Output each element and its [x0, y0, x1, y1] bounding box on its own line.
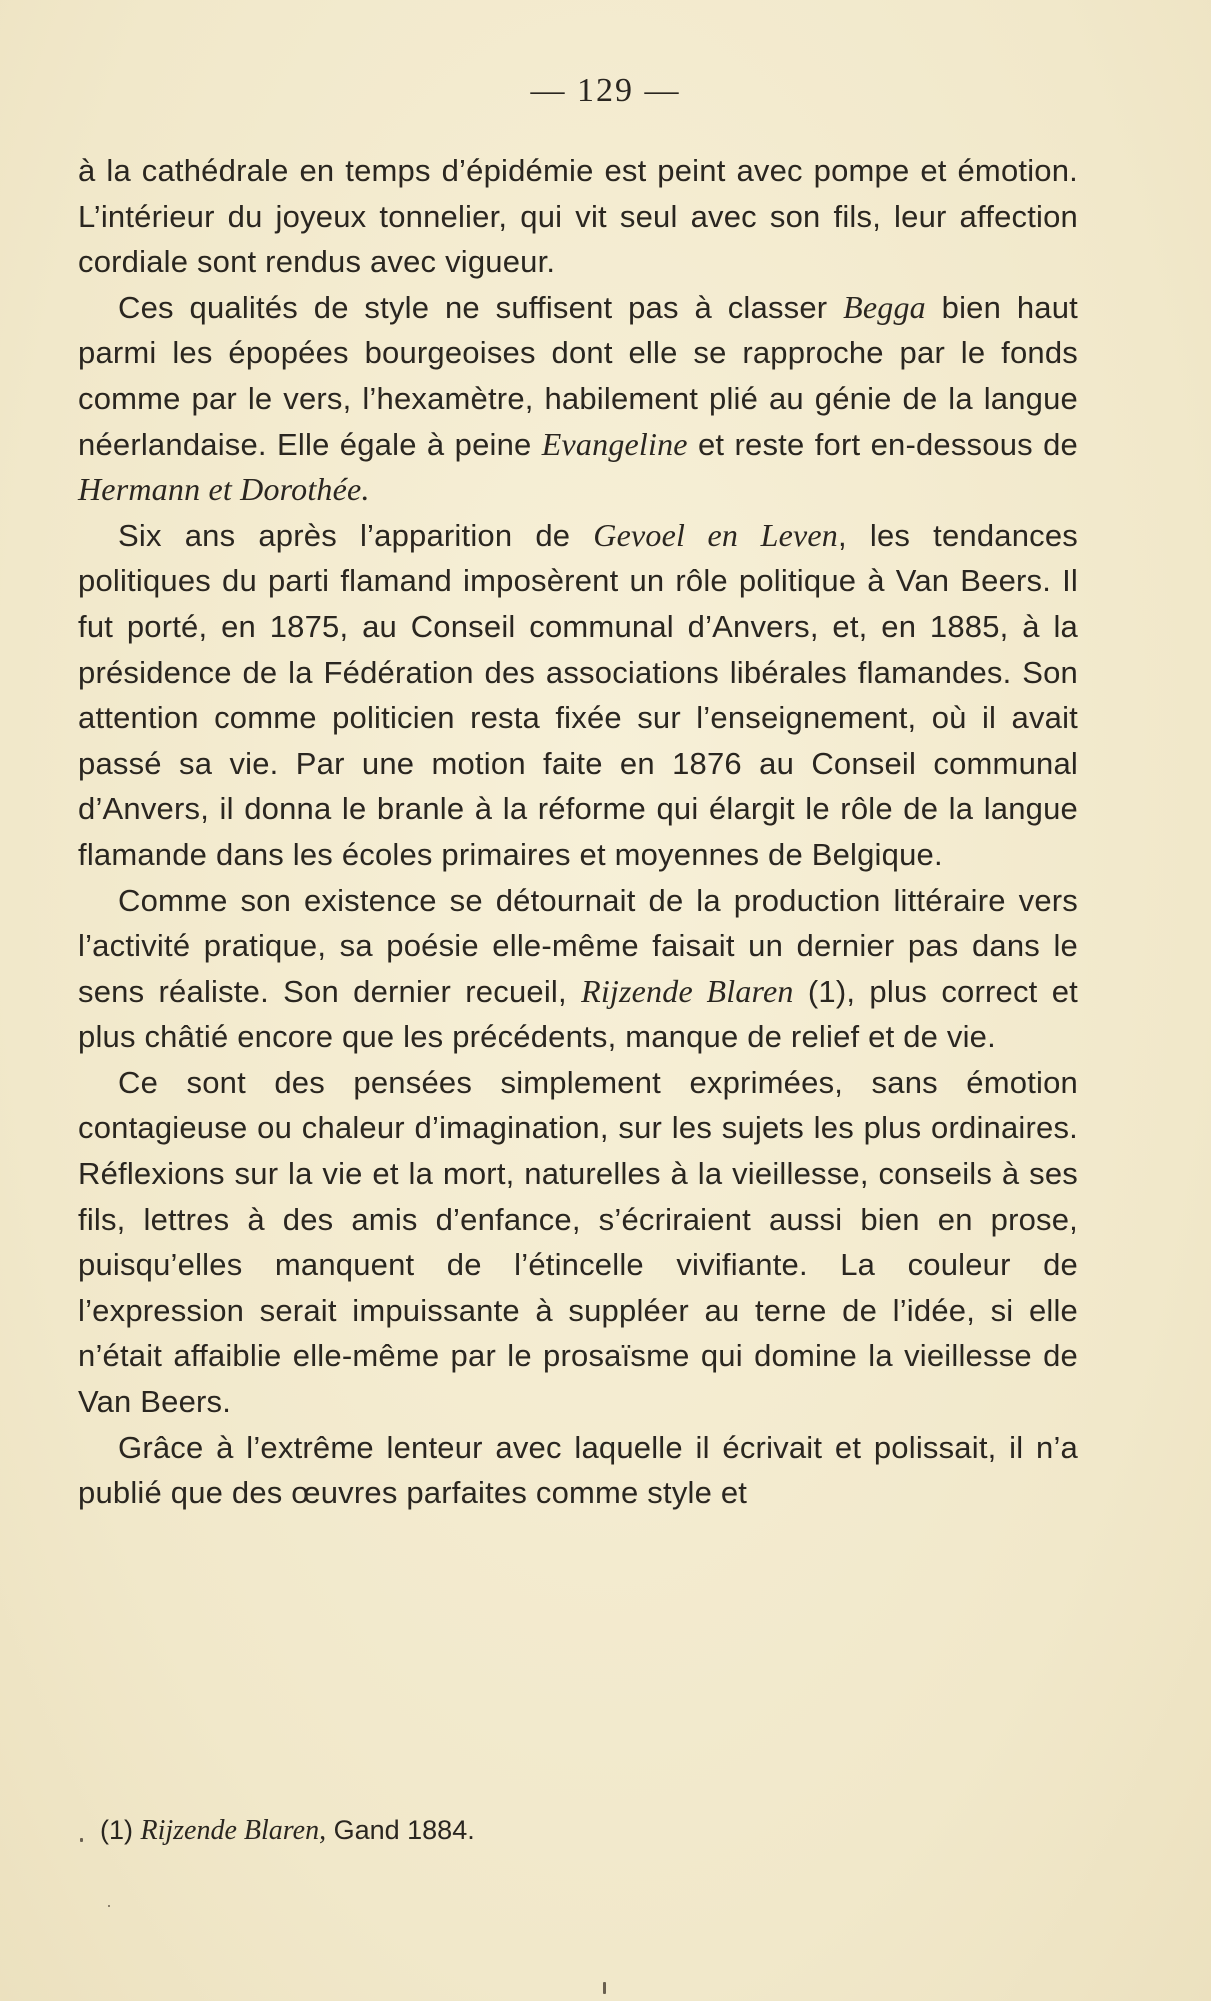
italic-title: Hermann et Dorothée.: [78, 471, 370, 508]
text-run: et reste fort en-dessous de: [687, 426, 1078, 462]
text-run: Six ans après l’apparition de: [118, 517, 594, 553]
text-run: Grâce à l’extrême lenteur avec laquelle il écrivait et polissait, il n’a publié que des œuvres parfaites comme style et: [78, 1429, 1078, 1511]
paper-speck: [603, 1982, 606, 1994]
text-run: à la cathédrale en temps d’épidémie est peint avec pompe et émotion. L’intérieur du joyeux tonnelier, qui vit seul avec son fils, leur affection cordiale sont rendus avec vigueur.: [78, 153, 1078, 280]
text-run: bien haut parmi les épopées bourgeoises dont elle se rapproche par le fonds comme par le vers, l’hexamètre, habilement plié au génie de la langue néerlandaise. Elle égale à peine: [78, 289, 1078, 462]
body-text: [78, 148, 1078, 1516]
footnote-marker: (1): [100, 1815, 141, 1845]
paragraph: [78, 1060, 1078, 1425]
paragraph: [78, 1425, 1078, 1516]
text-run: (1), plus correct et plus châtié encore que les précédents, manque de relief et de vie.: [78, 973, 1078, 1055]
paragraph: [78, 513, 1078, 878]
paragraph: [78, 148, 1078, 285]
italic-title: Gevoel en Leven: [593, 516, 838, 553]
paper-speck: [108, 1905, 110, 1907]
page-number: — 129 —: [530, 72, 681, 109]
text-run: Ces qualités de style ne suffisent pas à classer: [118, 289, 844, 325]
footnote-text: Gand 1884.: [326, 1815, 475, 1845]
paper-speck: [80, 1838, 83, 1842]
italic-title: Begga: [843, 288, 926, 325]
paragraph: [78, 285, 1078, 513]
italic-title: Evangeline: [541, 425, 688, 462]
text-run: , les tendances politiques du parti flamand imposèrent un rôle politique à Van Beers. Il fut porté, en 1875, au Conseil communal d’Anvers, et, en 1885, à la présidence de la Fédération des associations libérales flamandes. Son attention comme politicien resta fixée sur l’enseignement, où il avait passé sa vie. Par une motion faite en 1876 au Conseil communal d’Anvers, il donna le branle à la réforme qui élargit le rôle de la langue flamande dans les écoles primaires et moyennes de Belgique.: [78, 517, 1078, 872]
paragraph: [78, 878, 1078, 1060]
footnote: [100, 1812, 1100, 1849]
text-run: Comme son existence se détournait de la production littéraire vers l’activité pratique, sa poésie elle-même faisait un dernier pas dans le sens réaliste. Son dernier recueil,: [78, 882, 1078, 1009]
text-run: Ce sont des pensées simplement exprimées, sans émotion contagieuse ou chaleur d’imagination, sur les sujets les plus ordinaires. Réflexions sur la vie et la mort, naturelles à la vieillesse, conseils à ses fils, lettres à des amis d’enfance, s’écriraient aussi bien en prose, puisqu’elles manquent de l’étincelle vivifiante. La couleur de l’expression serait impuissante à suppléer au terne de l’idée, si elle n’était affaiblie elle-même par le prosaïsme qui domine la vieillesse de Van Beers.: [78, 1064, 1078, 1420]
footnote-title: Rijzende Blaren,: [140, 1815, 327, 1846]
italic-title: Rijzende Blaren: [581, 972, 794, 1009]
